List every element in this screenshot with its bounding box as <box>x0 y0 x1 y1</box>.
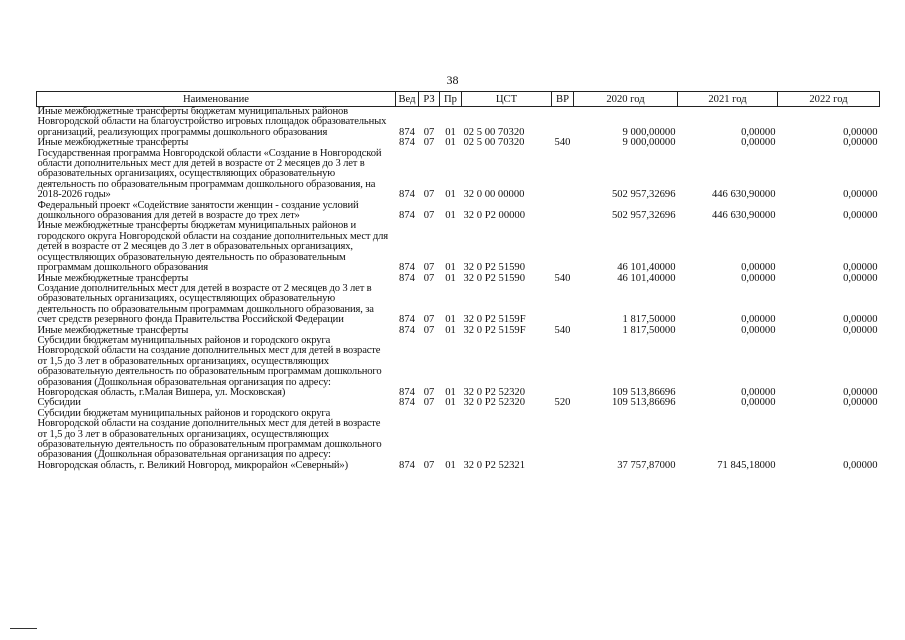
header-rz: РЗ <box>419 92 440 107</box>
row-ved: 874 <box>399 126 415 138</box>
row-2021: 446 630,90000 <box>711 210 776 222</box>
row-rz: 07 <box>423 210 435 222</box>
row-rz: 07 <box>423 137 435 149</box>
row-name: Федеральный проект «Содействие занятости женщин - создание условий дошкольного образования для детей в возрасте до трех лет» <box>37 199 359 222</box>
row-2022: 0,00000 <box>843 386 878 398</box>
row-ved: 874 <box>399 189 415 201</box>
row-vr: 540 <box>554 324 571 336</box>
row-pr: 01 <box>445 262 456 274</box>
row-2021: 0,00000 <box>741 262 776 274</box>
row-2021: 0,00000 <box>741 137 776 149</box>
row-pr: 01 <box>445 324 456 336</box>
page-number: 38 <box>446 73 459 87</box>
row-vr <box>552 201 574 222</box>
row-rz: 07 <box>423 189 435 201</box>
row-vr <box>552 149 574 201</box>
row-cst: 02 5 00 70320 <box>463 126 525 138</box>
row-pr: 01 <box>445 386 456 398</box>
row-ved: 874 <box>399 397 415 409</box>
row-rz: 07 <box>423 386 435 398</box>
row-2022: 0,00000 <box>843 272 878 284</box>
row-pr: 01 <box>445 137 456 149</box>
row-ved: 874 <box>399 137 415 149</box>
row-cst: 32 0 00 00000 <box>463 189 525 201</box>
row-rz: 07 <box>423 126 435 138</box>
header-2022: 2022 год <box>778 92 880 107</box>
row-ved: 874 <box>399 272 415 284</box>
row-rz: 07 <box>423 262 435 274</box>
row-pr: 01 <box>445 210 456 222</box>
row-2020: 1 817,50000 <box>622 324 676 336</box>
table-row <box>37 336 880 398</box>
table-row <box>37 284 880 326</box>
row-rz: 07 <box>423 272 435 284</box>
row-vr: 520 <box>554 397 571 409</box>
row-2022: 0,00000 <box>843 314 878 326</box>
header-row <box>37 92 880 107</box>
row-pr: 01 <box>445 397 456 409</box>
row-2021: 71 845,18000 <box>717 459 776 471</box>
row-2021: 0,00000 <box>741 397 776 409</box>
row-2021: 0,00000 <box>741 272 776 284</box>
row-cst: 32 0 P2 5159F <box>463 324 526 336</box>
header-name: Наименование <box>37 92 396 107</box>
table-row <box>37 107 880 139</box>
row-2022: 0,00000 <box>843 397 878 409</box>
row-name: Иные межбюджетные трансферты <box>37 272 189 284</box>
row-2020: 37 757,87000 <box>617 459 676 471</box>
row-2022: 0,00000 <box>843 324 878 336</box>
row-2022: 0,00000 <box>843 262 878 274</box>
row-2021: 0,00000 <box>741 386 776 398</box>
header-vr: ВР <box>552 92 574 107</box>
row-2022: 0,00000 <box>843 126 878 138</box>
row-2021: 0,00000 <box>741 324 776 336</box>
row-2020: 502 957,32696 <box>611 189 676 201</box>
row-2021: 446 630,90000 <box>711 189 776 201</box>
row-cst: 32 0 P2 52320 <box>463 386 526 398</box>
row-ved: 874 <box>399 324 415 336</box>
row-vr <box>552 409 574 471</box>
row-2020: 46 101,40000 <box>617 272 676 284</box>
row-vr <box>552 107 574 139</box>
row-2020: 1 817,50000 <box>622 314 676 326</box>
table-row <box>37 149 880 201</box>
row-name: Субсидии бюджетам муниципальных районов и городского округа Новгородской области на создание дополнительных мест для детей в возрасте от 1,5 до 3 лет в образовательных организациях, осуществляющих образовательную деятельность по образовательным программам дошкольного образования (Дошкольная образовательная организация по адресу: Новгородская область, г. Великий Новгород, микрорайон «Северный») <box>37 407 382 471</box>
header-cst: ЦСТ <box>462 92 552 107</box>
row-name: Иные межбюджетные трансферты <box>37 324 189 336</box>
row-rz: 07 <box>423 314 435 326</box>
row-name: Иные межбюджетные трансферты <box>37 137 189 149</box>
row-2020: 109 513,86696 <box>611 397 676 409</box>
row-name: Субсидии бюджетам муниципальных районов и городского округа Новгородской области на создание дополнительных мест для детей в возрасте от 1,5 до 3 лет в образовательных организациях, осуществляющих образовательную деятельность по образовательным программам дошкольного образования (Дошкольная образовательная организация по адресу: Новгородская область, г.Малая Вишера, ул. Московская) <box>37 334 382 398</box>
row-2020: 9 000,00000 <box>622 137 676 149</box>
row-name: Государственная программа Новгородской области «Создание в Новгородской области дополнительных мест для детей в возрасте от 2 месяцев до 3 лет в образовательных организациях, осуществляющих образовательную деятельность по образовательным программам дошкольного образования, на 2018-2026 годы» <box>37 147 382 201</box>
row-name: Иные межбюджетные трансферты бюджетам муниципальных районов Новгородской области на благоустройство игровых площадок образовательных организаций, реализующих программы дошкольного образования <box>37 106 387 138</box>
header-ved: Вед <box>396 92 419 107</box>
row-ved: 874 <box>399 386 415 398</box>
row-2022: 0,00000 <box>843 459 878 471</box>
header-pr: Пр <box>440 92 462 107</box>
row-name: Субсидии <box>37 397 81 409</box>
row-2022: 0,00000 <box>843 210 878 222</box>
row-cst: 02 5 00 70320 <box>463 137 525 149</box>
row-vr <box>552 336 574 398</box>
table-header <box>37 92 880 107</box>
row-pr: 01 <box>445 272 456 284</box>
page-edge-mark <box>10 628 37 629</box>
row-2022: 0,00000 <box>843 189 878 201</box>
row-vr <box>552 284 574 326</box>
table-row <box>37 201 880 222</box>
row-cst: 32 0 P2 5159F <box>463 314 526 326</box>
row-2021: 0,00000 <box>741 126 776 138</box>
row-rz: 07 <box>423 397 435 409</box>
row-cst: 32 0 P2 51590 <box>463 272 526 284</box>
row-2020: 46 101,40000 <box>617 262 676 274</box>
row-pr: 01 <box>445 314 456 326</box>
row-2020: 502 957,32696 <box>611 210 676 222</box>
row-vr <box>552 221 574 273</box>
row-ved: 874 <box>399 210 415 222</box>
row-vr: 540 <box>554 272 571 284</box>
row-pr: 01 <box>445 126 456 138</box>
row-vr: 540 <box>554 137 571 149</box>
table-row <box>37 221 880 273</box>
row-cst: 32 0 P2 52321 <box>463 459 526 471</box>
row-pr: 01 <box>445 459 456 471</box>
table-body <box>37 107 880 472</box>
header-2020: 2020 год <box>574 92 678 107</box>
row-ved: 874 <box>399 459 415 471</box>
row-2022: 0,00000 <box>843 137 878 149</box>
row-2020: 109 513,86696 <box>611 386 676 398</box>
row-cst: 32 0 P2 52320 <box>463 397 526 409</box>
row-ved: 874 <box>399 262 415 274</box>
row-2020: 9 000,00000 <box>622 126 676 138</box>
header-2021: 2021 год <box>678 92 778 107</box>
row-name: Создание дополнительных мест для детей в возрасте от 2 месяцев до 3 лет в образовательных организациях, осуществляющих образовательную деятельность по образовательным программам дошкольного образования, за счет средств резервного фонда Правительства Российской Федерации <box>37 282 374 326</box>
row-ved: 874 <box>399 314 415 326</box>
row-pr: 01 <box>445 189 456 201</box>
row-name: Иные межбюджетные трансферты бюджетам муниципальных районов и городского округа Новгородской области на создание дополнительных мест для детей в возрасте от 2 месяцев до 3 лет в образовательных организациях, осуществляющих образовательную деятельность по образовательным программам дошкольного образования <box>37 220 388 274</box>
table-row <box>37 409 880 471</box>
row-rz: 07 <box>423 324 435 336</box>
row-2021: 0,00000 <box>741 314 776 326</box>
budget-table <box>36 91 880 471</box>
row-cst: 32 0 P2 00000 <box>463 210 526 222</box>
row-rz: 07 <box>423 459 435 471</box>
row-cst: 32 0 P2 51590 <box>463 262 526 274</box>
